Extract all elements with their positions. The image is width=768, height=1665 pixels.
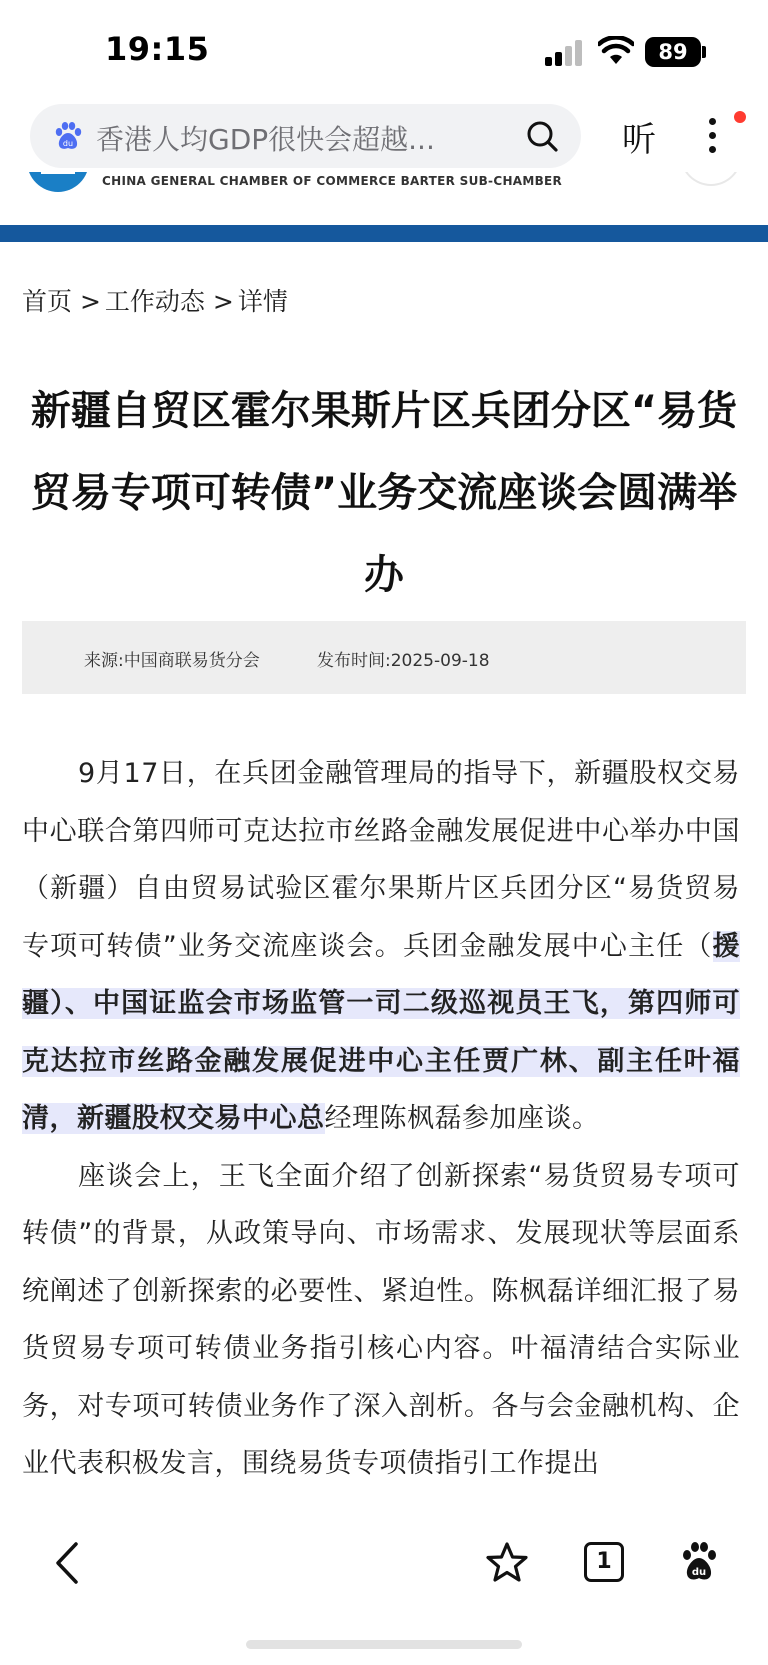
article-body — [22, 745, 740, 1493]
svg-text:du: du — [691, 1567, 707, 1578]
notification-dot — [734, 111, 746, 123]
listen-button[interactable]: 听 — [622, 120, 656, 160]
status-bar — [0, 0, 768, 100]
breadcrumb — [22, 282, 292, 318]
battery-tip — [702, 46, 706, 58]
cellular-signal-icon — [545, 40, 585, 66]
home-indicator — [246, 1640, 522, 1649]
wifi-icon — [598, 36, 634, 66]
breadcrumb-detail: 详情 — [237, 287, 288, 316]
search-box[interactable] — [30, 104, 581, 168]
site-english-name: CHINA GENERAL CHAMBER OF COMMERCE BARTER SUB-CHAMBER — [102, 174, 563, 188]
status-time: 19:15 — [105, 30, 210, 68]
paragraph-text: 9月17日，在兵团金融管理局的指导下，新疆股权交易中心联合第四师可克达拉市丝路金融发展促进中心举办中国（新疆）自由贸易试验区霍尔果斯片区兵团分区“易货贸易专项可转债”业务交流座谈会。兵团金融发展中心主任（ — [22, 758, 740, 962]
star-bookmark-icon[interactable] — [484, 1540, 530, 1586]
baidu-paw-icon — [52, 120, 84, 152]
article-title: 新疆自贸区霍尔果斯片区兵团分区“易货贸易专项可转债”业务交流座谈会圆满举办 — [30, 388, 738, 598]
article-publish-date: 发布时间:2025-09-18 — [317, 651, 490, 671]
article-source: 来源:中国商联易货分会 — [84, 651, 260, 671]
search-query[interactable]: 香港人均GDP很快会超越... — [96, 123, 435, 156]
battery-indicator: 89 — [645, 37, 701, 67]
more-menu-icon[interactable] — [700, 114, 726, 158]
paragraph-text: 经理陈枫磊参加座谈。 — [324, 1103, 600, 1134]
article-meta — [22, 621, 746, 694]
svg-text:du: du — [62, 139, 74, 148]
bottom-toolbar — [0, 1520, 768, 1665]
tabs-count-button[interactable]: 1 — [584, 1542, 624, 1582]
article-paragraph: 座谈会上，王飞全面介绍了创新探索“易货贸易专项可转债”的背景，从政策导向、市场需求、发展现状等层面系统阐述了创新探索的必要性、紧迫性。陈枫磊详细汇报了易货贸易专项可转债业务指引核心内容。叶福清结合实际业务，对专项可转债业务作了深入剖析。各与会金融机构、企业代表积极发言，围绕易货专项债指引工作提出 — [22, 1160, 740, 1479]
header-blue-band — [0, 225, 768, 242]
breadcrumb-home[interactable]: 首页 > — [22, 287, 101, 316]
back-arrow-icon[interactable] — [48, 1538, 88, 1588]
breadcrumb-work-news[interactable]: 工作动态 > — [104, 287, 234, 316]
baidu-home-icon[interactable] — [679, 1540, 719, 1584]
article-paragraph — [22, 745, 740, 1148]
browser-search-row — [0, 100, 768, 172]
selected-text-highlight[interactable]: 援疆）、中国证监会市场监管一司二级巡视员王飞，第四师可克达拉市丝路金融发展促进中心主任贾广林、副主任叶福清，新疆股权交易中心总 — [22, 930, 740, 1134]
search-icon[interactable] — [525, 119, 559, 153]
